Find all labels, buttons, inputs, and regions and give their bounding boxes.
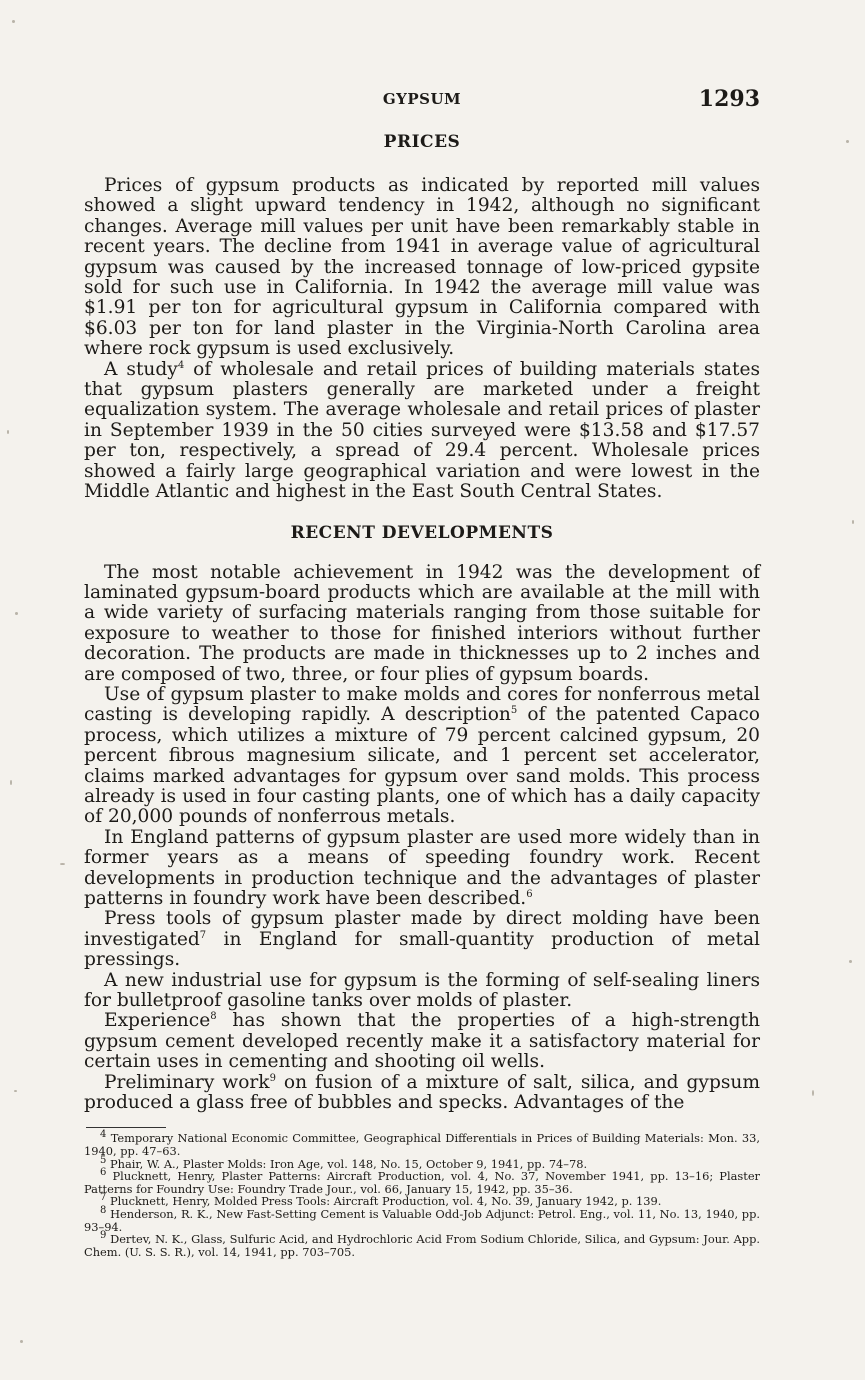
paragraph [84,828,760,910]
footnote-text: Temporary National Economic Committee, Geographical Differentials in Prices of Building Materials: Mon. 33, 1940, pp. 47–63. [84,1131,760,1159]
footnote-text: Dertev, N. K., Glass, Sulfuric Acid, and Hydrochloric Acid From Sodium Chloride, Silica, and Gypsum: Jour. App. Chem. (U. S. S. R.), vol. 14, 1941, pp. 703–705. [84,1232,760,1259]
footnote-number: 6 [100,1167,107,1179]
footnote-ref: 5 [510,705,518,717]
paragraph [84,685,760,828]
section-prices [84,132,760,503]
footnotes [84,1129,761,1259]
footnote-ref: 4 [177,359,185,371]
footnote-text: Henderson, R. K., New Fast-Setting Cement is Valuable Odd-Job Adjunct: Petrol. Eng., vol. 11, No. 13, 1940, pp. 93–94. [84,1207,761,1234]
footnote-number: 5 [100,1154,107,1166]
paragraph-text: of the patented Capaco process, which utilizes a mixture of 79 percent calcined gypsum, 20 percent fibrous magnesium silicate, and 1 percent set accelerator, claims marked advantages for gypsum over sand molds. This process already is used in four casting plants, one of which has a daily capacity of 20,000 pounds of nonferrous metals. [84,704,760,828]
footnote [84,1129,760,1159]
paragraph-text: of wholesale and retail prices of building materials states that gypsum plasters generally are marketed under a freight equalization system. The average wholesale and retail prices of plaster in September 1939 in the 50 cities surveyed were $13.58 and $17.57 per ton, respectively, a spread of 29.4 percent. Wholesale prices showed a fairly large geographical variation and were lowest in the Middle Atlantic and highest in the East South Central States. [84,358,760,503]
footnote-divider [86,1127,166,1128]
paragraph-text: A study [104,358,178,380]
running-head [84,86,760,120]
paragraph-text: has shown that the properties of a high-strength gypsum cement developed recently make it a satisfactory material for certain uses in cementing and shooting oil wells. [84,1010,760,1073]
paragraph-text: Experience [104,1010,211,1032]
page [84,86,760,1258]
paragraph-text: Preliminary work [104,1071,270,1093]
paragraph [84,1073,760,1114]
paragraph-text: on fusion of a mixture of salt, silica, and gypsum produced a glass free of bubbles and specks. Advantages of the [84,1071,760,1114]
page-number: 1293 [698,86,760,112]
section-heading: PRICES [383,132,461,152]
footnote-ref: 7 [199,929,207,941]
footnote-ref: 6 [526,888,533,900]
paragraph [84,360,760,503]
paragraph [84,909,760,970]
footnote-text: Plucknett, Henry, Molded Press Tools: Aircraft Production, vol. 4, No. 39, January 1942, p. 139. [110,1194,662,1209]
section-heading: RECENT DEVELOPMENTS [290,522,554,543]
section-recent-developments [84,523,760,1114]
footnote-text: Phair, W. A., Plaster Molds: Iron Age, vol. 148, No. 15, October 9, 1941, pp. 74–78. [110,1156,588,1171]
footnote [84,1167,761,1196]
running-title: GYPSUM [382,90,462,108]
footnote-ref: 9 [269,1072,276,1084]
paragraph-text: In England patterns of gypsum plaster are used more widely than in former years as a means of speeding foundry work. Recent developments in production technique and the advantages of plaster patterns in foundry work have been described. [84,826,760,909]
footnote-number: 7 [100,1192,107,1204]
footnote-number: 9 [100,1230,107,1242]
footnote-ref: 8 [210,1011,217,1023]
paragraph: A new industrial use for gypsum is the forming of self-sealing liners for bulletproof gasoline tanks over molds of plaster. [84,969,760,1012]
paragraph-text: Press tools of gypsum plaster made by direct molding have been investigated [84,908,760,950]
paragraph-text: in England for small-quantity production of metal pressings. [84,928,760,971]
paragraph [84,1011,760,1072]
paragraph-text: Use of gypsum plaster to make molds and cores for nonferrous metal casting is developing rapidly. A description [84,683,760,726]
footnote [84,1205,761,1234]
footnote-number: 4 [100,1129,107,1141]
footnote-number: 8 [100,1205,107,1217]
footnote [84,1230,760,1259]
paragraph: The most notable achievement in 1942 was the development of laminated gypsum-board products which are available at the mill with a wide variety of surfacing materials ranging from those suitable for exposure to weather to those for finished interiors without further decoration. The products are made in thicknesses up to 2 inches and are composed of two, three, or four plies of gypsum boards. [84,561,760,685]
paragraph: Prices of gypsum products as indicated by reported mill values showed a slight upward tendency in 1942, although no significant changes. Average mill values per unit have been remarkably stable in recent years. The decline from 1941 in average value of agricultural gypsum was caused by the increased tonnage of low-priced gypsite sold for such use in California. In 1942 the average mill value was $1.91 per ton for agricultural gypsum in California compared with $6.03 per ton for land plaster in the Virginia-North Carolina area where rock gypsum is used exclusively. [84,175,760,360]
footnote-text: Plucknett, Henry, Plaster Patterns: Aircraft Production, vol. 4, No. 37, November 1941, pp. 13–16; Plaster Patterns for Foundry Use: Foundry Trade Jour., vol. 66, January 15, 1942, pp. 35–36. [84,1169,761,1196]
